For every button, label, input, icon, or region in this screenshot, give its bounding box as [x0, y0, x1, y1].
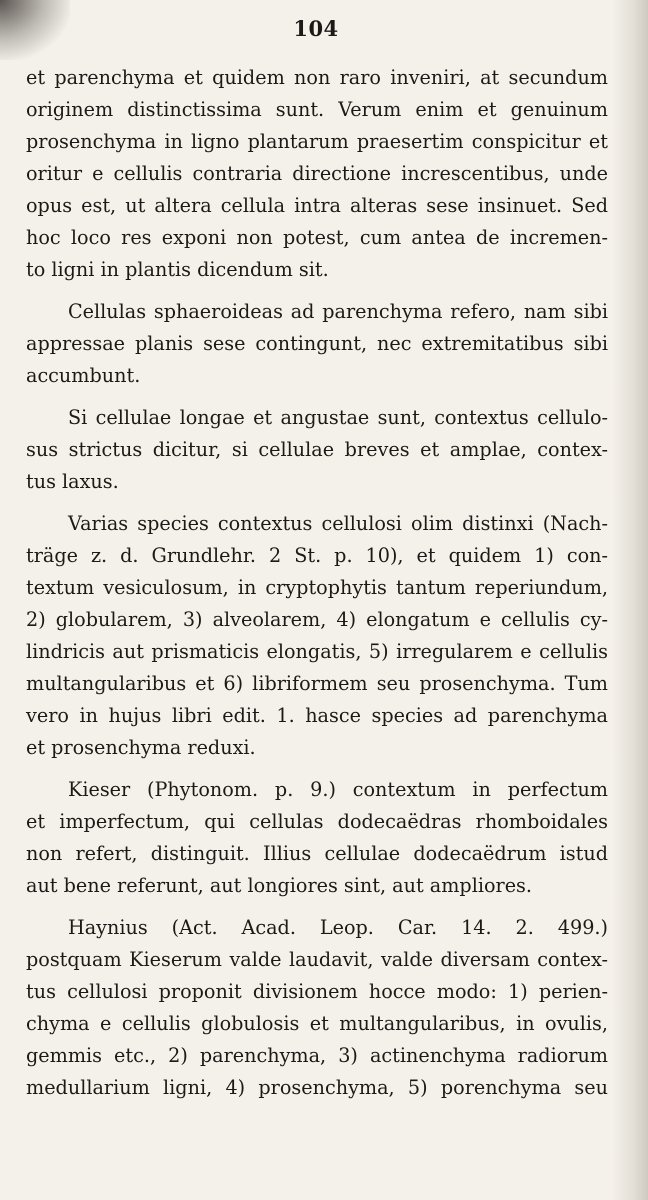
- text-line: to ligni in plantis dicendum sit.: [26, 258, 329, 281]
- text-line: Si cellulae longae et angustae sunt, contextus cellulo-: [68, 406, 608, 429]
- text-line: non refert, distinguit. Illius cellulae dodecaëdrum istud: [26, 842, 608, 865]
- paragraph-1: [26, 62, 608, 286]
- text-line: Kieser (Phytonom. p. 9.) contextum in perfectum: [68, 778, 608, 801]
- text-line: Varias species contextus cellulosi olim distinxi (Nach-: [68, 512, 608, 535]
- text-line: opus est, ut altera cellula intra alteras sese insinuet. Sed: [26, 194, 608, 217]
- text-line: originem distinctissima sunt. Verum enim et genuinum: [26, 98, 608, 121]
- text-line: Haynius (Act. Acad. Leop. Car. 14. 2. 499.): [68, 916, 608, 939]
- text-line: tus laxus.: [26, 470, 119, 493]
- paragraph-2: [26, 296, 608, 392]
- text-line: oritur e cellulis contraria directione increscentibus, unde: [26, 162, 608, 185]
- text-line: vero in hujus libri edit. 1. hasce species ad parenchyma: [26, 704, 608, 727]
- text-line: appressae planis sese contingunt, nec extremitatibus sibi: [26, 332, 608, 355]
- page-number: 104: [293, 16, 339, 41]
- text-line: chyma e cellulis globulosis et multangularibus, in ovulis,: [26, 1012, 608, 1035]
- paragraph-5: [26, 774, 608, 902]
- text-line: accumbunt.: [26, 364, 141, 387]
- page-gutter-shadow: [612, 0, 648, 1200]
- paragraph-3: [26, 402, 608, 498]
- text-line: lindricis aut prismaticis elongatis, 5) irregularem e cellulis: [26, 640, 608, 663]
- text-line: 2) globularem, 3) alveolarem, 4) elongatum e cellulis cy-: [26, 608, 608, 631]
- text-line: prosenchyma in ligno plantarum praesertim conspicitur et: [26, 130, 608, 153]
- text-line: multangularibus et 6) libriformem seu prosenchyma. Tum: [26, 672, 608, 695]
- text-line: sus strictus dicitur, si cellulae breves et amplae, contex-: [26, 438, 608, 461]
- text-line: Cellulas sphaeroideas ad parenchyma refero, nam sibi: [68, 300, 608, 323]
- text-line: aut bene referunt, aut longiores sint, aut ampliores.: [26, 874, 533, 897]
- body-text: [26, 62, 608, 1104]
- text-line: et imperfectum, qui cellulas dodecaëdras rhomboidales: [26, 810, 608, 833]
- text-line: postquam Kieserum valde laudavit, valde diversam contex-: [26, 948, 608, 971]
- text-line: tus cellulosi proponit divisionem hocce modo: 1) perien-: [26, 980, 608, 1003]
- text-line: gemmis etc., 2) parenchyma, 3) actinenchyma radiorum: [26, 1044, 608, 1067]
- text-line: hoc loco res exponi non potest, cum antea de incremen-: [26, 226, 608, 249]
- text-line: textum vesiculosum, in cryptophytis tantum reperiundum,: [26, 576, 608, 599]
- text-line: et parenchyma et quidem non raro inveniri, at secundum: [26, 66, 608, 89]
- paragraph-6: [26, 912, 608, 1104]
- text-line: et prosenchyma reduxi.: [26, 736, 256, 759]
- text-line: träge z. d. Grundlehr. 2 St. p. 10), et quidem 1) con-: [26, 544, 608, 567]
- text-line: medullarium ligni, 4) prosenchyma, 5) porenchyma seu: [26, 1076, 608, 1099]
- paragraph-4: [26, 508, 608, 764]
